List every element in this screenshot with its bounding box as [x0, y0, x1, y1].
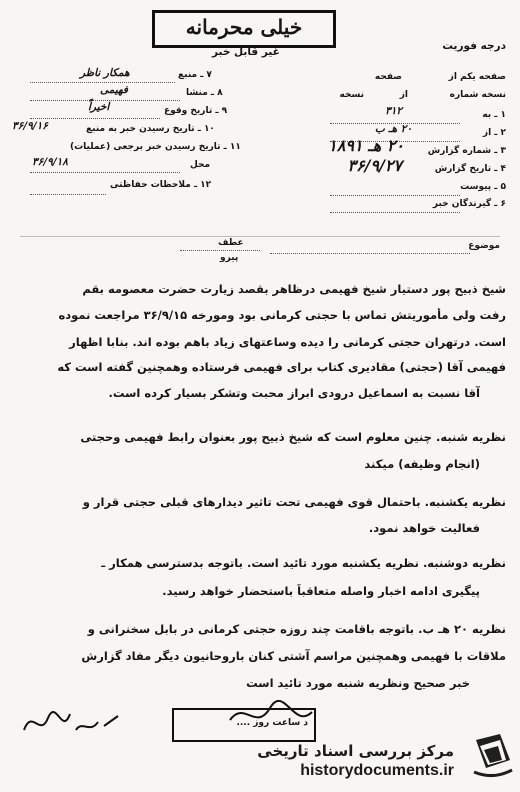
- field-attachment-line: [330, 195, 460, 196]
- page-label: صفحه یکم از: [448, 72, 506, 82]
- body-line: رفت ولی مأموریتش تماس با حجتی کرمانی بود ومورخه ۳۶/۹/۱۵ مراجعت نموده: [58, 308, 506, 322]
- field-to-label: ۱ ـ به: [482, 110, 506, 120]
- field-security-notes-line: [30, 194, 106, 195]
- field-from-label: ۲ ـ از: [482, 128, 506, 138]
- field-from-value: ۲۰ هـ ب: [374, 123, 412, 135]
- field-received-ops-label: ۱۱ ـ تاریخ رسیدن خبر برجعی (عملیات): [70, 142, 241, 152]
- field-source-label: ۷ ـ منبع: [178, 70, 212, 80]
- field-attachment-label: ۵ ـ پیوست: [460, 182, 506, 192]
- field-report-date-value: ۳۶/۹/۲۷: [347, 156, 402, 175]
- classification-stamp: [152, 10, 336, 48]
- subject-label: موضوع: [468, 241, 500, 251]
- body-line: آقا نسبت به اسماعیل درودی ابراز محبت وتشکر بسیار کرده است.: [108, 386, 480, 400]
- ref-line: [180, 250, 260, 251]
- field-recipients-line: [330, 212, 460, 213]
- field-received-source-label: ۱۰ ـ تاریخ رسیدن خبر به منبع: [86, 124, 215, 134]
- body-line: نظریه یکشنبه. باحتمال قوی فهیمی تحت تاثیر دیدارهای قبلی حجتی قرار و: [82, 495, 506, 509]
- field-report-no-label: ۳ ـ شماره گزارش: [427, 146, 506, 156]
- body-line: نظریه ۲۰ هـ ب. باتوجه باقامت چند روزه حجتی کرمانی در بابل سخنرانی و: [87, 622, 506, 636]
- body-line: نظریه دوشنبه. نظریه یکشنبه مورد تائید است. باتوجه بدسترسی همکار ـ: [101, 556, 506, 570]
- field-occurrence-value: اخیراً: [88, 101, 110, 113]
- classification-stamp-sub: غیر قابل خبر: [212, 46, 280, 58]
- watermark-title: مرکز بررسی اسناد تاریخی: [257, 742, 454, 760]
- ref-peyro: پیرو: [220, 253, 239, 263]
- copy-word: نسخه: [339, 90, 364, 100]
- footer-stamp: [172, 708, 316, 742]
- page-word: صفحه: [374, 72, 402, 82]
- history-documents-logo-icon: [470, 730, 516, 780]
- field-received-source-value: ۳۶/۹/۱۶: [12, 120, 48, 132]
- field-source-line: [30, 82, 175, 83]
- field-recipients-label: ۶ ـ گیرندگان خبر: [432, 199, 506, 209]
- field-report-date-label: ۴ ـ تاریخ گزارش: [434, 164, 506, 174]
- field-origin-value: فهیمی: [100, 84, 128, 96]
- body-line: خبر صحیح ونظریه شنبه مورد تائید است: [246, 676, 470, 690]
- body-line: پیگیری ادامه اخبار واصله متعاقباً باستحضار خواهد رسید.: [162, 584, 480, 598]
- watermark-url: historydocuments.ir: [300, 762, 454, 779]
- field-place-line: [30, 172, 180, 173]
- field-origin-label: ۸ ـ منشا: [186, 88, 223, 98]
- priority-label: درجه فوریت: [442, 40, 506, 52]
- field-security-notes-label: ۱۲ ـ ملاحظات حفاظتی: [110, 180, 212, 190]
- field-place-label: محل: [190, 160, 211, 170]
- body-line: است. درتهران حجتی کرمانی را دیده وساعتهای زیاد باهم بوده اند. بنابا اظهار: [69, 335, 506, 349]
- field-occurrence-line: [30, 118, 160, 119]
- body-line: نظریه شنبه. چنین معلوم است که شیخ ذبیح پور بعنوان رابط فهیمی وحجتی: [80, 430, 506, 444]
- field-received-ops-value: ۳۶/۹/۱۸: [32, 156, 68, 168]
- subject-line: [270, 253, 470, 254]
- ref-atf: عطف: [218, 238, 244, 248]
- field-occurrence-label: ۹ ـ تاریخ وقوع: [164, 106, 228, 116]
- field-to-value: ۳۱۲: [385, 105, 402, 117]
- header-divider: [20, 236, 500, 237]
- copy-label: نسخه شماره: [449, 90, 506, 100]
- body-line: (انجام وظیفه) میکند: [364, 457, 480, 471]
- copy-of: از: [399, 90, 408, 100]
- field-report-no-value: ۲۰ هـ ۱۸۹۱: [328, 136, 404, 155]
- body-line: شیخ ذبیح پور دستیار شیخ فهیمی درظاهر بقصد زیارت حضرت معصومه بقم: [82, 282, 506, 296]
- signature-scribble: [18, 700, 128, 748]
- body-line: فعالیت خواهد نمود.: [368, 521, 480, 535]
- body-line: ملاقات با فهیمی وهمچنین مراسم آشتی کنان باروحانیون دیگر مفاد گزارش: [81, 649, 506, 663]
- footer-stamp-text: د ساعت روز ....: [236, 718, 308, 728]
- classification-stamp-title: خیلی محرمانه: [185, 15, 303, 39]
- field-source-value: همکار ناظر: [80, 67, 130, 79]
- body-line: فهیمی آقا (حجتی) مقادیری کتاب برای فهیمی فرستاده وهمچنین گفته است که: [57, 360, 506, 374]
